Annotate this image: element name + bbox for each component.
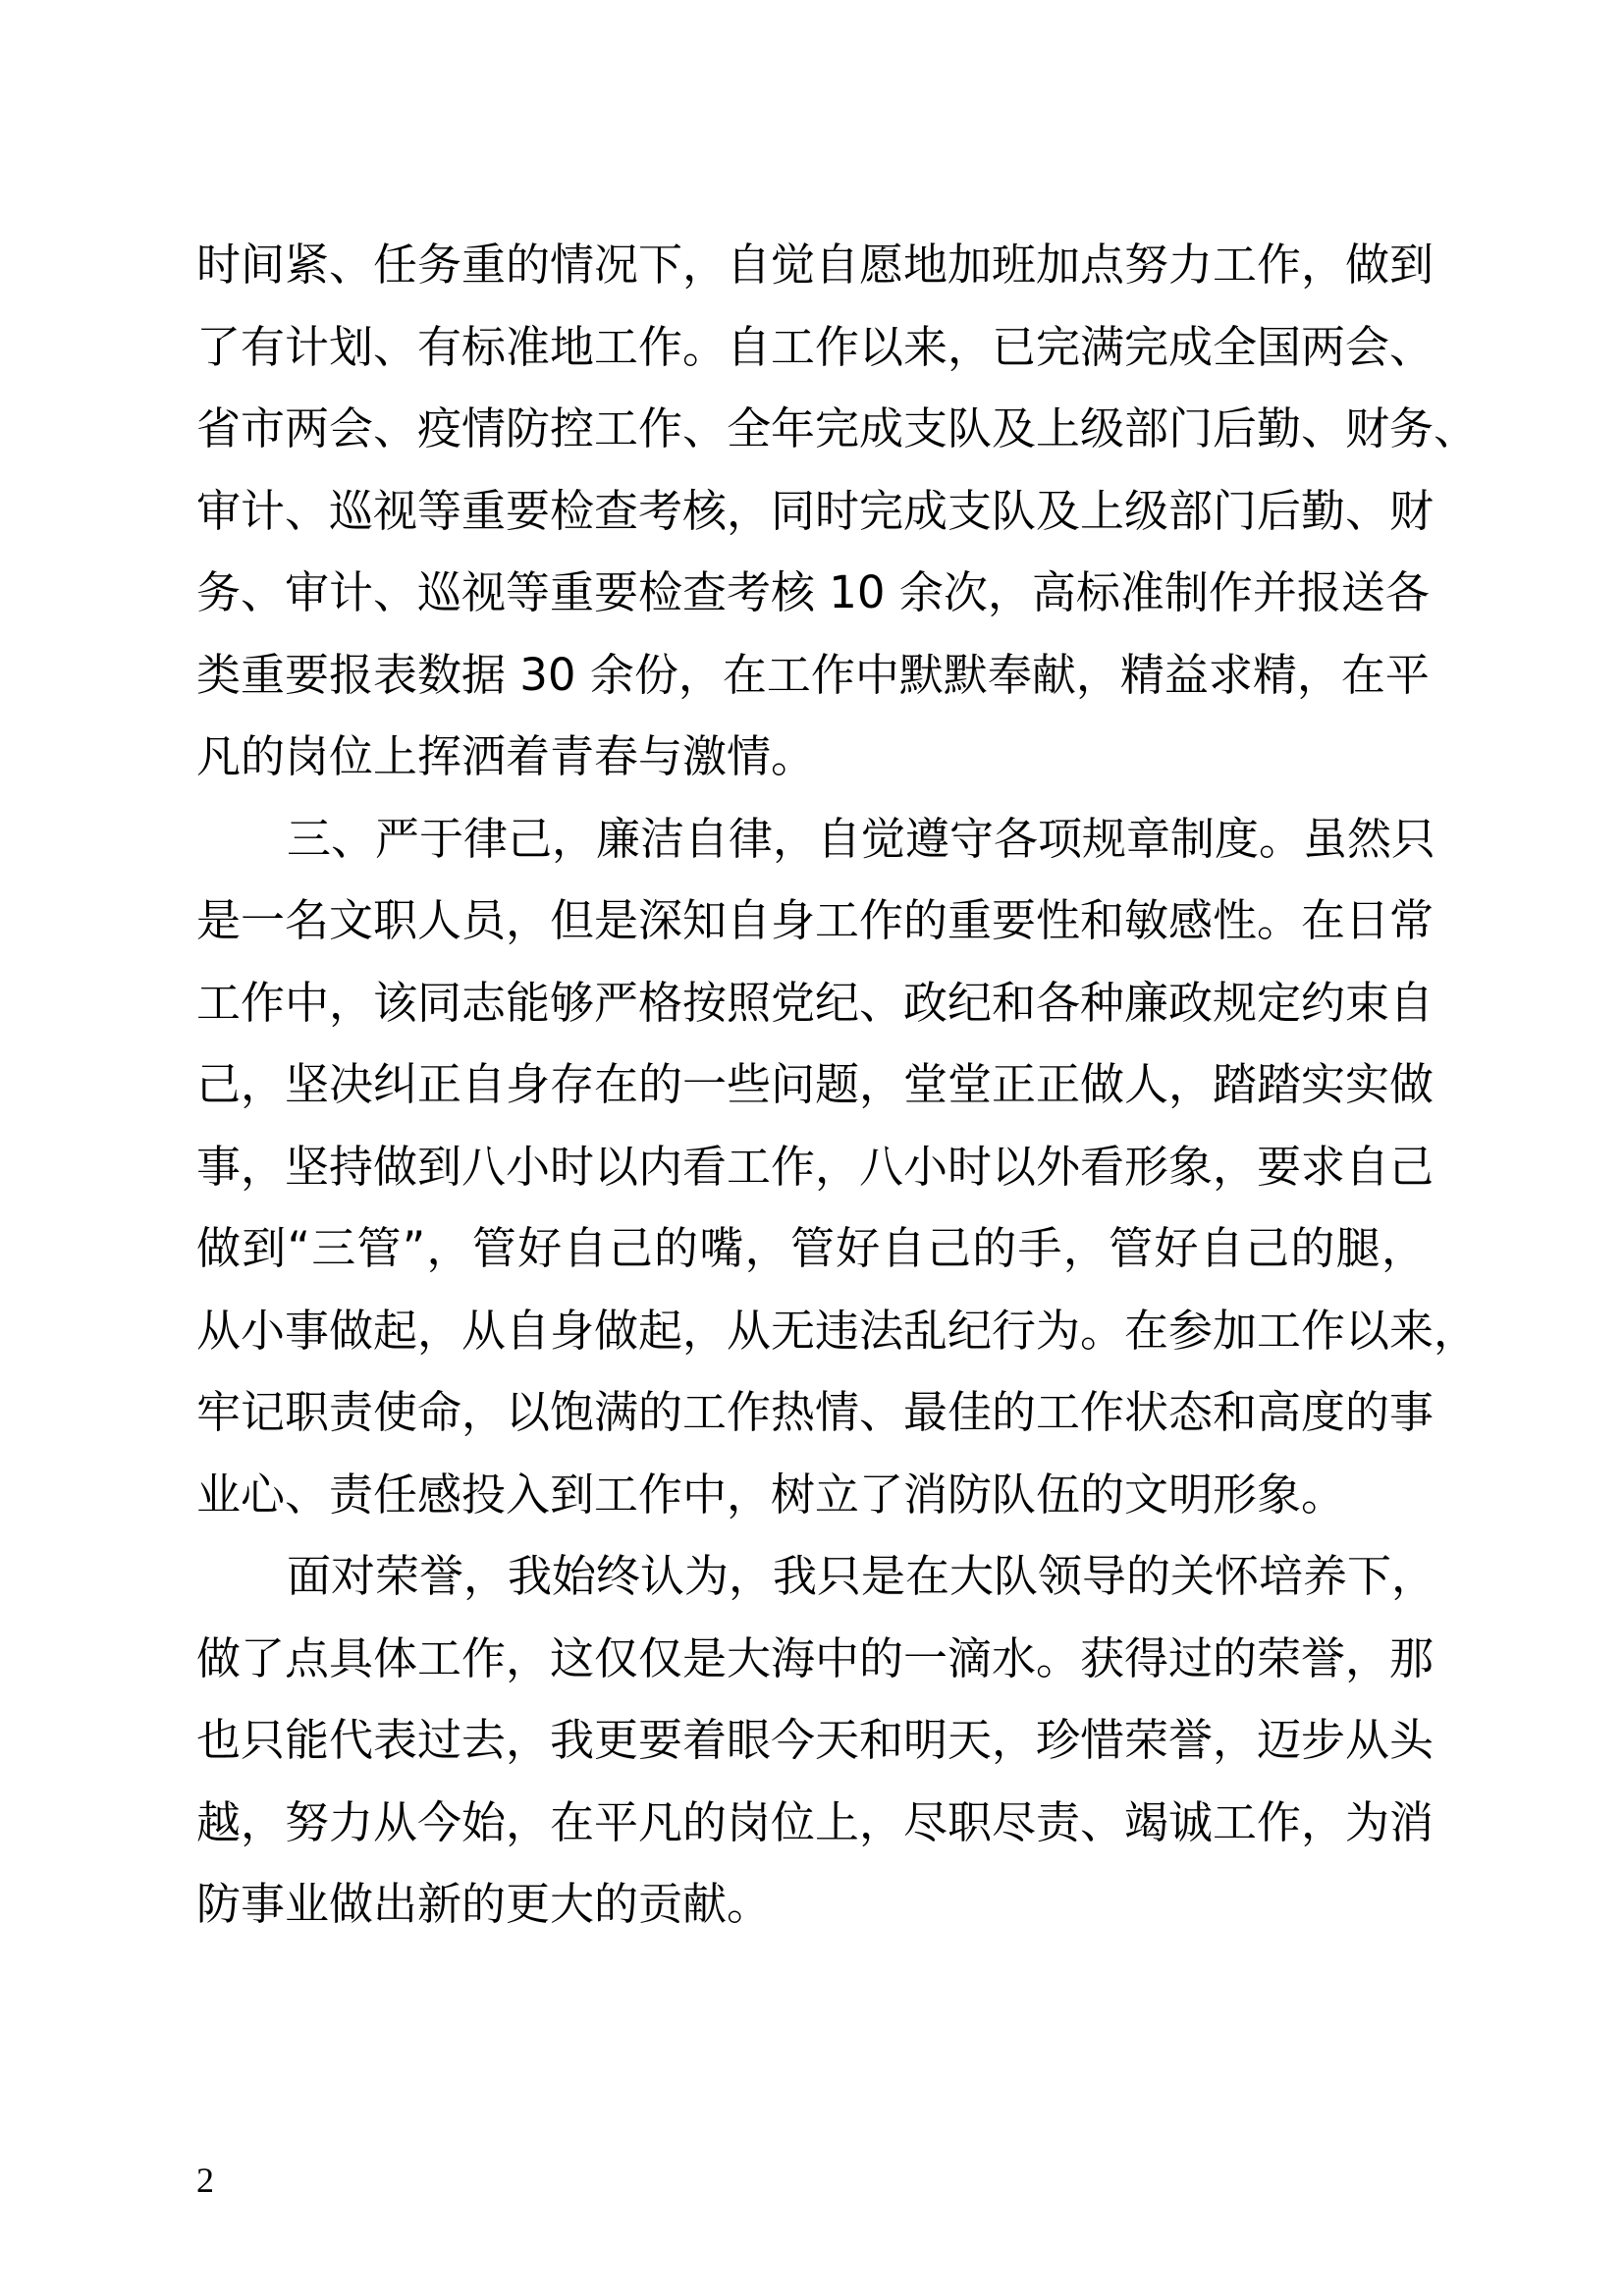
text-line: 务、审计、巡视等重要检查考核 10 余次，高标准制作并报送各: [196, 566, 1430, 618]
text-line: 防事业做出新的更大的贡献。: [196, 1878, 772, 1930]
text-line: 凡的岗位上挥洒着青春与激情。: [196, 730, 816, 782]
text-line: 越，努力从今始，在平凡的岗位上，尽职尽责、竭诚工作，为消: [196, 1795, 1435, 1848]
text-line: 审计、巡视等重要检查考核，同时完成支队及上级部门后勤、财: [196, 484, 1435, 537]
body-text: [196, 234, 1479, 1955]
text-line: 面对荣誉，我始终认为，我只是在大队领导的关怀培养下，: [287, 1550, 1436, 1602]
text-line: 做到“三管”，管好自己的嘴，管好自己的手，管好自己的腿，: [196, 1222, 1426, 1274]
text-line: 省市两会、疫情防控工作、全年完成支队及上级部门后勤、财务、: [196, 402, 1479, 454]
text-line: 事，坚持做到八小时以内看工作，八小时以外看形象，要求自己: [196, 1140, 1435, 1193]
text-line: 工作中，该同志能够严格按照党纪、政纪和各种廉政规定约束自: [196, 976, 1435, 1029]
page-number: 2: [196, 2161, 214, 2200]
text-line: 时间紧、任务重的情况下，自觉自愿地加班加点努力工作，做到: [196, 239, 1435, 291]
text-line: 己，坚决纠正自身存在的一些问题，堂堂正正做人，踏踏实实做: [196, 1058, 1435, 1110]
paragraph: [196, 808, 1479, 1546]
text-line: 从小事做起，从自身做起，从无违法乱纪行为。在参加工作以来，: [196, 1304, 1479, 1357]
text-line: 类重要报表数据 30 余份，在工作中默默奉献，精益求精，在平: [196, 648, 1430, 701]
text-line: 了有计划、有标准地工作。自工作以来，已完满完成全国两会、: [196, 320, 1435, 373]
text-line: 业心、责任感投入到工作中，树立了消防队伍的文明形象。: [196, 1468, 1346, 1521]
text-line: 三、严于律己，廉洁自律，自觉遵守各项规章制度。虽然只: [287, 812, 1436, 865]
text-line: 做了点具体工作，这仅仅是大海中的一滴水。获得过的荣誉，那: [196, 1631, 1435, 1684]
text-line: 牢记职责使命，以饱满的工作热情、最佳的工作状态和高度的事: [196, 1386, 1435, 1438]
text-line: 也只能代表过去，我更要着眼今天和明天，珍惜荣誉，迈步从头: [196, 1714, 1435, 1766]
paragraph: [196, 1545, 1436, 1955]
text-line: 是一名文职人员，但是深知自身工作的重要性和敏感性。在日常: [196, 894, 1435, 946]
paragraph: [196, 234, 1479, 808]
